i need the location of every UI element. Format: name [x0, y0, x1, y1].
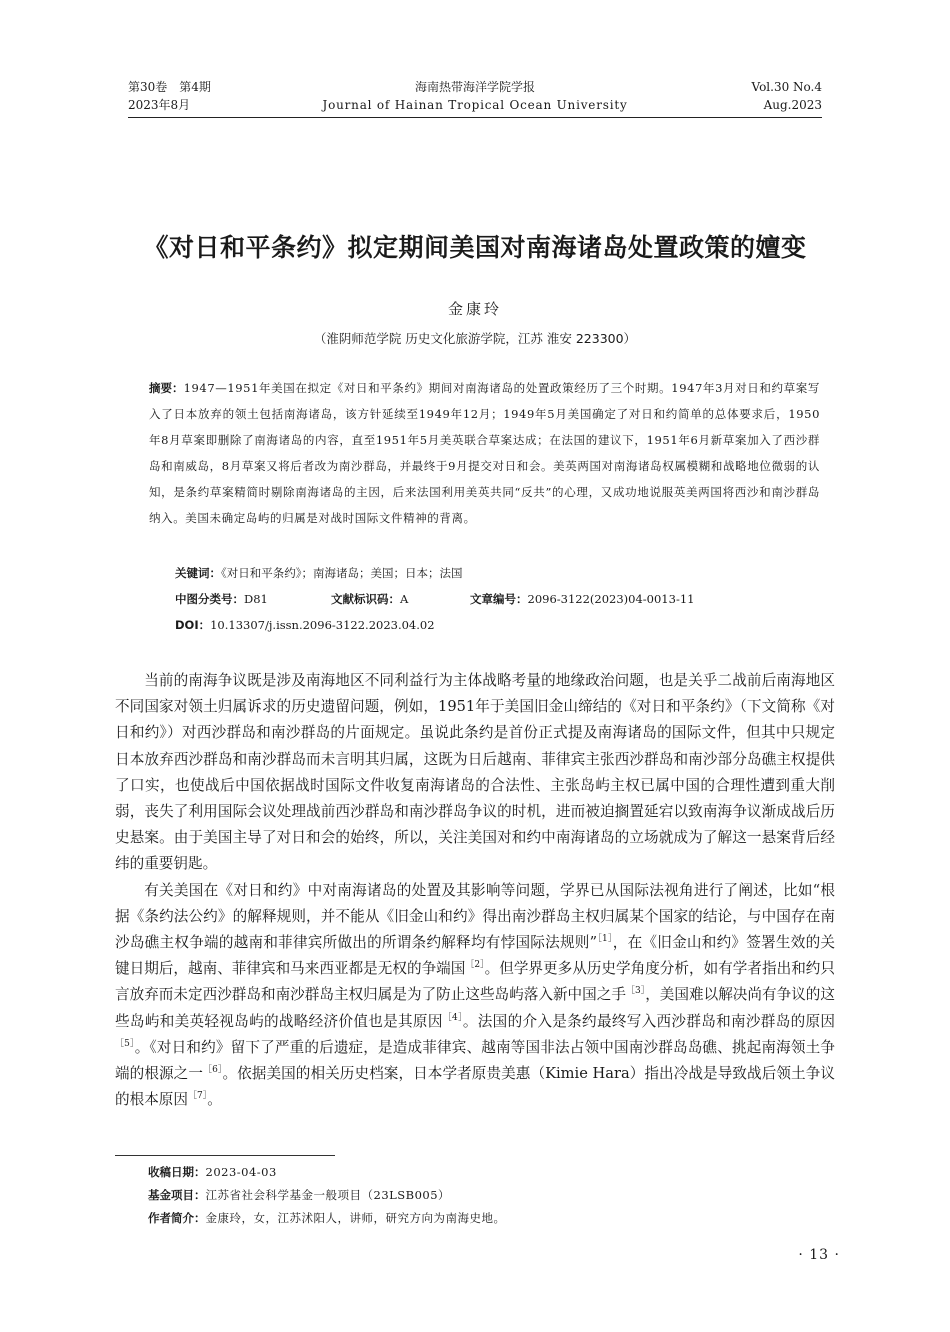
page-number: · 13 ·: [798, 1247, 840, 1263]
abstract-text: 1947—1951年美国在拟定《对日和平条约》期间对南海诸岛的处置政策经历了三个时期。1947年3月对日和约草案写入了日本放弃的领土包括南海诸岛，该方针延续至1949年12月；1949年5月美国确定了对日和约简单的总体要求后，1950年8月草案即删除了南海诸岛的内容，直至1951年5月美英联合草案达成；在法国的建议下，1951年6月新草案加入了西沙群岛和南威岛，8月草案又将后者改为南沙群岛，并最终于9月提交对日和会。美英两国对南海诸岛权属模糊和战略地位微弱的认知，是条约草案精简时剔除南海诸岛的主因，后来法国利用美英共同“反共”的心理，又成功地说服英美两国将西沙和南沙群岛纳入。美国未确定岛屿的归属是对战时国际文件精神的背离。: [149, 381, 821, 525]
footnote-rule: [115, 1155, 335, 1156]
citation-ref[interactable]: ［2］: [465, 960, 485, 971]
keywords: 关键词：《对日和平条约》；南海诸岛；美国；日本；法国: [175, 566, 463, 580]
header-volume-issue: 第30卷 第4期 2023年8月: [128, 80, 211, 112]
article-number: 文章编号：2096-3122(2023)04-0013-11: [470, 592, 695, 606]
classification-line: [175, 589, 694, 609]
document-code: 文献标识码：A: [331, 592, 409, 606]
keywords-text: 《对日和平条约》；南海诸岛；美国；日本；法国: [221, 566, 463, 580]
citation-ref[interactable]: ［4］: [442, 1012, 463, 1023]
paragraph-1: 当前的南海争议既是涉及南海地区不同利益行为主体战略考量的地缘政治问题，也是关乎二战前后南海地区不同国家对领土归属诉求的历史遗留问题，例如，1951年于美国旧金山缔结的《对日和平条约》（下文简称《对日和约》）对西沙群岛和南沙群岛的片面规定。虽说此条约是首份正式提及南海诸岛的国际文件，但其中只规定日本放弃西沙群岛和南沙群岛而未言明其归属，这既为日后越南、菲律宾主张西沙群岛和南沙部分岛礁主权提供了口实，也使战后中国依据战时国际文件收复南海诸岛的合法性、主张岛屿主权已属中国的合理性遭到重大削弱，丧失了利用国际会议处理战前西沙群岛和南沙群岛争议的时机，进而被迫搁置延宕以致南海争议渐成战后历史悬案。由于美国主导了对日和会的始终，所以，关注美国对和约中南海诸岛的立场就成为了解这一悬案背后经纬的重要钥匙。: [115, 672, 835, 873]
doi: DOI：10.13307/j.issn.2096-3122.2023.04.02: [175, 618, 435, 632]
paragraph-2: 有关美国在《对日和约》中对南海诸岛的处置及其影响等问题，学界已从国际法视角进行了阐述，比如“根据《条约法公约》的解释规则，并不能从《旧金山和约》得出南沙群岛主权归属某个国家的结论，与中国存在南沙岛礁主权争端的越南和菲律宾所做出的所谓条约解释均有悖国际法规则”$^{[1]}$，在《旧金山和约》签署生效的关键日期后，越南、菲律宾和马来西亚都是无权的争端国$^{[2]}$。但学界更多从历史学角度分析，如有学者指出和约只言放弃而未定西沙群岛和南沙群岛主权归属是为了防止这些岛屿落入新中国之手$^{[3]}$，美国难以解决尚有争议的这些岛屿和美英轻视岛屿的战略经济价值也是其原因$^{[4]}$。法国的介入是条约最终写入西沙群岛和南沙群岛的原因$^{[5]}$。《对日和约》留下了严重的后遗症，是造成菲律宾、越南等国非法占领中国南沙群岛岛礁、挑起南海领土争端的根源之一$^{[6]}$。依据美国的相关历史档案，日本学者原贵美惠（Kimie Hara）指出冷战是导致战后领土争议的根本原因$^{[7]}$。: [115, 881, 835, 1109]
doi-link[interactable]: 10.13307/j.issn.2096-3122.2023.04.02: [210, 618, 435, 632]
author-affiliation: （淮阴师范学院 历史文化旅游学院，江苏 淮安 223300）: [313, 331, 637, 346]
footnote-author-bio: 作者简介：金康玲，女，江苏沭阳人，讲师，研究方向为南海史地。: [148, 1211, 506, 1225]
citation-ref[interactable]: ［7］: [187, 1091, 208, 1102]
abstract-label: 摘要：: [149, 381, 184, 395]
article-body: [115, 668, 835, 1113]
citation-ref[interactable]: ［1］: [597, 934, 613, 945]
citation-ref[interactable]: ［3］: [625, 986, 646, 997]
header-journal-name: 海南热带海洋学院学报 Journal of Hainan Tropical Ocean University: [322, 80, 628, 112]
citation-ref[interactable]: ［6］: [203, 1065, 223, 1076]
header-vol-date: Vol.30 No.4 Aug.2023: [751, 80, 822, 112]
article-title: 《对日和平条约》拟定期间美国对南海诸岛处置政策的嬗变: [143, 233, 807, 262]
abstract: [149, 375, 820, 531]
header-rule: [128, 117, 822, 118]
running-header: [128, 78, 822, 118]
footnote-fund: 基金项目：江苏省社会科学基金一般项目（23LSB005）: [148, 1188, 451, 1202]
citation-ref[interactable]: ［5］: [115, 1038, 135, 1049]
clc-number: 中图分类号：D81: [175, 592, 268, 606]
footnote-received: 收稿日期：2023-04-03: [148, 1165, 277, 1179]
article-author: 金康玲: [447, 300, 502, 318]
